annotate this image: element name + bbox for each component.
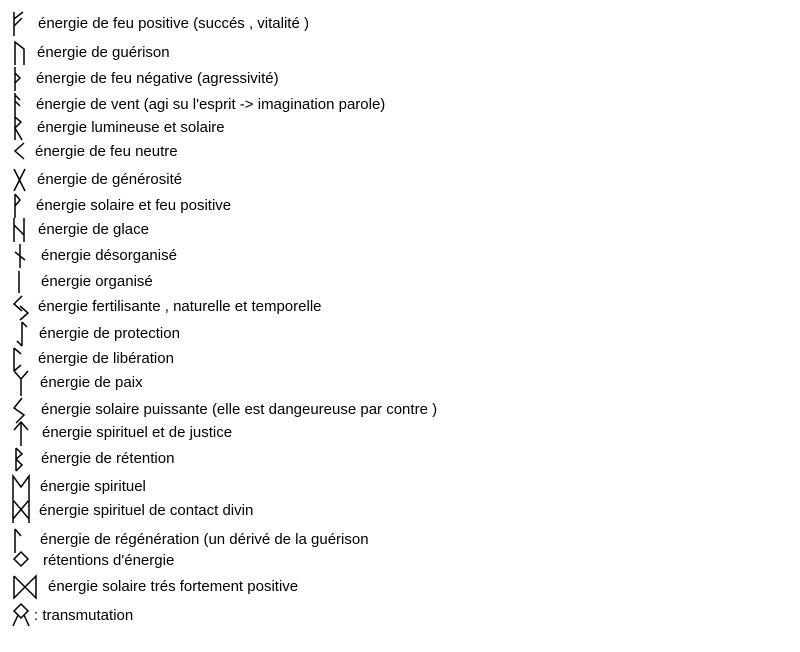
dagaz-rune-icon xyxy=(0,573,40,601)
rune-row xyxy=(0,602,780,630)
eihwaz-rune-icon xyxy=(0,320,40,348)
rune-row xyxy=(0,573,780,601)
rune-meaning-label: énergie spirituel de contact divin xyxy=(39,502,254,519)
rune-meaning-label: énergie de régénération (un dérivé de la guérison xyxy=(40,531,369,548)
rune-meaning-label: énergie de guérison xyxy=(37,44,170,61)
rune-meaning-label: : transmutation xyxy=(34,607,134,624)
rune-meaning-label: énergie de feu négative (agressivité) xyxy=(36,70,279,87)
rune-meaning-label: énergie de feu neutre xyxy=(35,143,178,160)
rune-row xyxy=(0,419,780,447)
rune-row xyxy=(0,138,780,166)
rune-row xyxy=(0,39,780,67)
mannaz-rune-icon xyxy=(0,497,40,525)
rune-meaning-label: énergie spirituel xyxy=(40,478,146,495)
rune-meaning-label: énergie de paix xyxy=(40,374,143,391)
rune-meaning-label: énergie désorganisé xyxy=(41,247,177,264)
rune-meaning-label: énergie spirituel et de justice xyxy=(42,424,233,441)
hagalaz-rune-icon xyxy=(0,216,40,244)
rune-row xyxy=(0,268,780,296)
rune-meaning-label: énergie de vent (agi su l'esprit -> imagination parole) xyxy=(36,96,386,113)
rune-meaning-label: énergie de générosité xyxy=(37,171,183,188)
rune-row xyxy=(0,65,780,93)
ingwaz-rune-icon xyxy=(0,547,40,575)
rune-row xyxy=(0,320,780,348)
rune-meaning-label: énergie de protection xyxy=(39,325,180,342)
uruz-rune-icon xyxy=(0,39,40,67)
fehu-rune-icon xyxy=(0,10,40,38)
rune-meaning-label: énergie de glace xyxy=(38,221,149,238)
rune-meaning-label: énergie organisé xyxy=(41,273,153,290)
kenaz-rune-icon xyxy=(0,138,40,166)
rune-meaning-label: énergie fertilisante , naturelle et temporelle xyxy=(38,298,322,315)
rune-meaning-label: énergie de feu positive (succés , vitalité ) xyxy=(38,15,309,32)
rune-meaning-label: énergie solaire trés fortement positive xyxy=(48,578,299,595)
algiz-rune-icon xyxy=(0,369,40,397)
rune-row xyxy=(0,166,780,194)
rune-meaning-label: énergie de libération xyxy=(38,350,174,367)
rune-meaning-label: énergie solaire et feu positive xyxy=(36,197,232,214)
rune-meaning-label: énergie solaire puissante (elle est dangeureuse par contre ) xyxy=(41,401,438,418)
rune-row xyxy=(0,547,780,575)
rune-meaning-label: énergie de rétention xyxy=(41,450,175,467)
naudhiz-rune-icon xyxy=(0,242,40,270)
rune-row xyxy=(0,242,780,270)
jera-rune-icon xyxy=(0,293,40,321)
rune-row xyxy=(0,293,780,321)
isa-rune-icon xyxy=(0,268,40,296)
rune-row xyxy=(0,445,780,473)
rune-row xyxy=(0,10,780,38)
rune-row xyxy=(0,497,780,525)
gebo-rune-icon xyxy=(0,166,40,194)
tiwaz-rune-icon xyxy=(0,419,40,447)
rune-meaning-label: rétentions d'énergie xyxy=(43,552,175,569)
thurisaz-rune-icon xyxy=(0,65,40,93)
rune-row xyxy=(0,369,780,397)
rune-meaning-label: énergie lumineuse et solaire xyxy=(37,119,225,136)
rune-row xyxy=(0,216,780,244)
berkano-rune-icon xyxy=(0,445,40,473)
